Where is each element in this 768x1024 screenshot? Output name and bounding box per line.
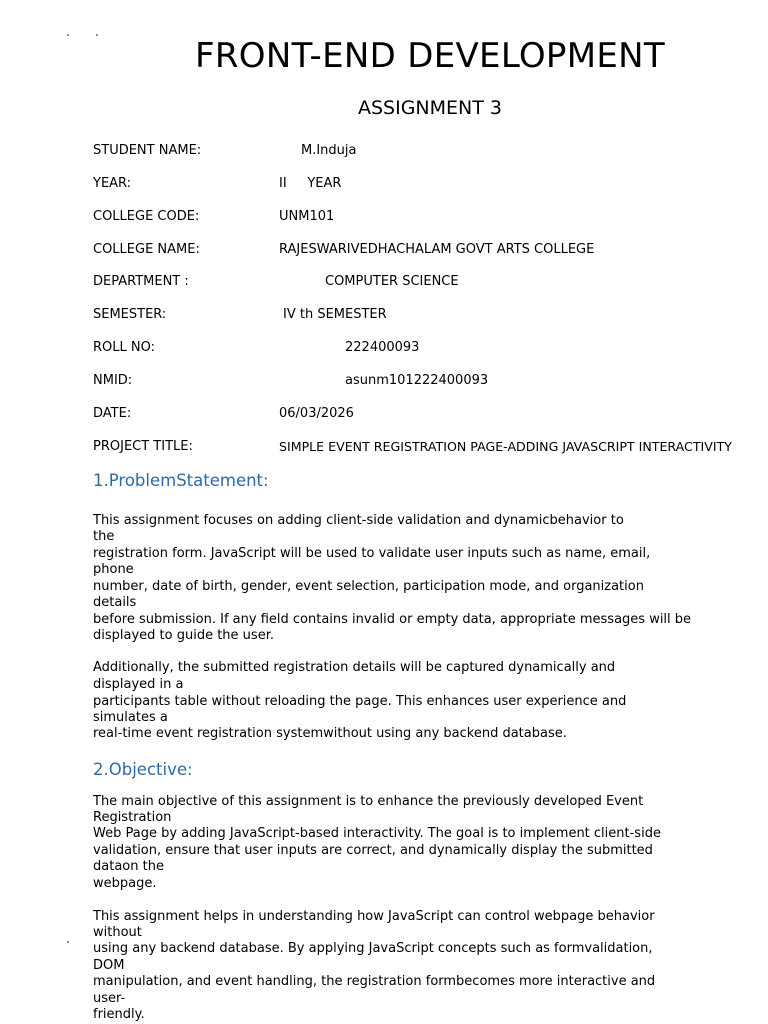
paragraph-line: participants table without reloading the page. This enhances user experience and: [93, 694, 627, 709]
paragraph-line: This assignment focuses on adding client-side validation and dynamicbehavior to: [93, 513, 624, 528]
info-value: UNM101: [279, 209, 335, 224]
paragraph-line: displayed to guide the user.: [93, 628, 274, 643]
info-value: RAJESWARIVEDHACHALAM GOVT ARTS COLLEGE: [279, 242, 595, 257]
paragraph-line: DOM: [93, 958, 125, 973]
section-heading-problem-statement: 1.ProblemStatement:: [93, 471, 269, 490]
info-label: SEMESTER:: [93, 307, 167, 322]
scan-dot: [67, 941, 69, 943]
info-label: DATE:: [93, 406, 132, 421]
paragraph-line: friendly.: [93, 1007, 145, 1022]
info-value: IV th SEMESTER: [283, 307, 387, 322]
info-label: NMID:: [93, 373, 133, 388]
info-label: COLLEGE NAME:: [93, 242, 200, 257]
document-subtitle: ASSIGNMENT 3: [357, 97, 502, 119]
paragraph-line: webpage.: [93, 876, 157, 891]
info-label: ROLL NO:: [93, 340, 155, 355]
paragraph-line: user-: [93, 991, 126, 1006]
paragraph-line: real-time event registration systemwithout using any backend database.: [93, 726, 567, 741]
paragraph-line: Web Page by adding JavaScript-based interactivity. The goal is to implement client-side: [93, 826, 661, 841]
paragraph-line: manipulation, and event handling, the registration formbecomes more interactive and: [93, 974, 656, 989]
info-label: STUDENT NAME:: [93, 143, 202, 158]
paragraph-line: validation, ensure that user inputs are correct, and dynamically display the submitted: [93, 843, 653, 858]
info-value: II YEAR: [279, 176, 342, 191]
paragraph-line: Registration: [93, 810, 172, 825]
paragraph-line: registration form. JavaScript will be used to validate user inputs such as name, email,: [93, 546, 651, 561]
paragraph-line: using any backend database. By applying JavaScript concepts such as formvalidation,: [93, 941, 653, 956]
paragraph-line: This assignment helps in understanding how JavaScript can control webpage behavior: [93, 909, 655, 924]
info-label: PROJECT TITLE:: [93, 439, 193, 454]
paragraph-line: phone: [93, 562, 134, 577]
paragraph-line: The main objective of this assignment is to enhance the previously developed Event: [93, 794, 644, 809]
info-value: asunm101222400093: [345, 373, 489, 388]
paragraph-line: details: [93, 595, 137, 610]
info-label: COLLEGE CODE:: [93, 209, 200, 224]
info-value: SIMPLE EVENT REGISTRATION PAGE-ADDING JAVASCRIPT INTERACTIVITY: [279, 439, 732, 454]
info-label: YEAR:: [93, 176, 132, 191]
info-value: M.Induja: [301, 143, 357, 158]
paragraph-line: Additionally, the submitted registration details will be captured dynamically and: [93, 660, 616, 675]
paragraph-line: before submission. If any field contains invalid or empty data, appropriate messages will be: [93, 612, 692, 627]
info-value: COMPUTER SCIENCE: [325, 274, 459, 289]
paragraph-line: without: [93, 925, 142, 940]
paragraph-line: displayed in a: [93, 677, 184, 692]
section-heading-objective: 2.Objective:: [93, 760, 193, 779]
paragraph-line: simulates a: [93, 710, 168, 725]
info-value: 222400093: [345, 340, 420, 355]
paragraph-line: dataon the: [93, 859, 164, 874]
info-label: DEPARTMENT :: [93, 274, 189, 289]
paragraph-line: the: [93, 529, 115, 544]
paragraph-line: number, date of birth, gender, event selection, participation mode, and organization: [93, 579, 644, 594]
info-value: 06/03/2026: [279, 406, 354, 421]
document-title: FRONT-END DEVELOPMENT: [195, 36, 665, 76]
